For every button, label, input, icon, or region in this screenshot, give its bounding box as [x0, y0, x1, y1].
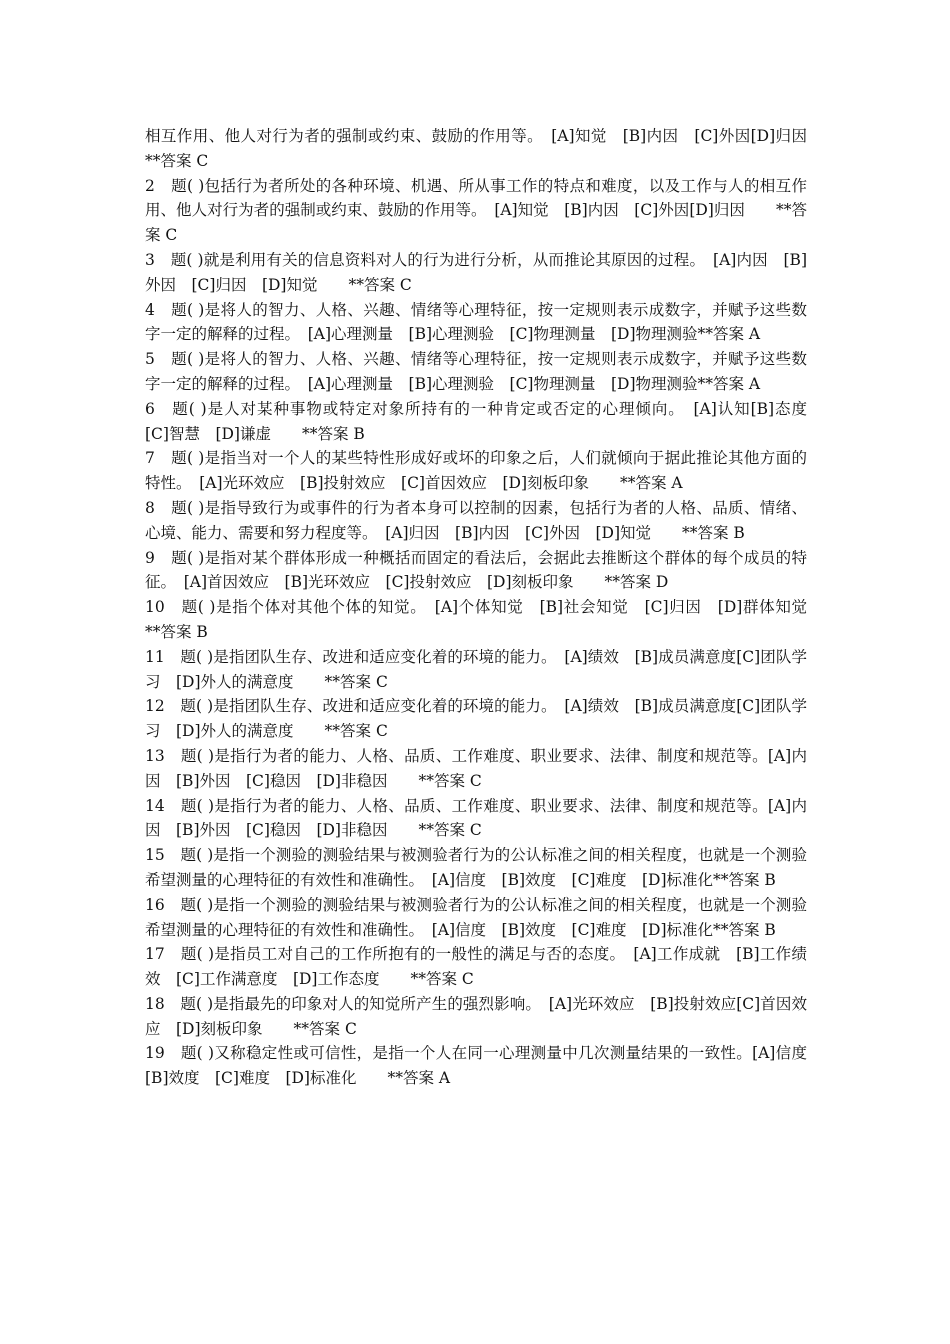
question-paragraph: 10 题( )是指个体对其他个体的知觉。 [A]个体知觉 [B]社会知觉 [C]归因 [D]群体知觉 **答案 B [145, 598, 839, 641]
question-paragraph: 3 题( )就是利用有关的信息资料对人的行为进行分析，从而推论其原因的过程。 [A]内因 [B]外因 [C]归因 [D]知觉 **答案 C [145, 250, 807, 294]
question-paragraph: 14 题( )是指行为者的能力、人格、品质、工作难度、职业要求、法律、制度和规范等。[A]内因 [B]外因 [C]稳因 [D]非稳因 **答案 C [145, 796, 807, 840]
question-paragraph: 15 题( )是指一个测验的测验结果与被测验者行为的公认标准之间的相关程度，也就是一个测验希望测量的心理特征的有效性和准确性。 [A]信度 [B]效度 [C]难度 [D]标准化**答案 B [145, 846, 807, 889]
question-paragraph: 8 题( )是指导致行为或事件的行为者本身可以控制的因素，包括行为者的人格、品质、情绪、心境、能力、需要和努力程度等。 [A]归因 [B]内因 [C]外因 [D]知觉 **答案 B [145, 498, 807, 542]
question-paragraph: 6 题( )是人对某种事物或特定对象所持有的一种肯定或否定的心理倾向。 [A]认知[B]态度 [C]智慧 [D]谦虚 **答案 B [145, 399, 823, 443]
question-paragraph: 13 题( )是指行为者的能力、人格、品质、工作难度、职业要求、法律、制度和规范等。[A]内因 [B]外因 [C]稳因 [D]非稳因 **答案 C [145, 746, 807, 790]
question-paragraph: 11 题( )是指团队生存、改进和适应变化着的环境的能力。 [A]绩效 [B]成员满意度[C]团队学习 [D]外人的满意度 **答案 C [145, 647, 807, 691]
question-paragraph: 19 题( )又称稳定性或可信性，是指一个人在同一心理测量中几次测量结果的一致性。[A]信度 [B]效度 [C]难度 [D]标准化 **答案 A [145, 1044, 823, 1088]
question-paragraph: 2 题( )包括行为者所处的各种环境、机遇、所从事工作的特点和难度，以及工作与人的相互作用、他人对行为者的强制或约束、鼓励的作用等。 [A]知觉 [B]内因 [C]外因[D]归因 **答案 C [145, 176, 807, 245]
document-body [145, 124, 839, 1091]
question-paragraph: 9 题( )是指对某个群体形成一种概括而固定的看法后，会据此去推断这个群体的每个成员的特征。 [A]首因效应 [B]光环效应 [C]投射效应 [D]刻板印象 **答案 D [145, 548, 807, 592]
question-paragraph: 18 题( )是指最先的印象对人的知觉所产生的强烈影响。 [A]光环效应 [B]投射效应[C]首因效应 [D]刻板印象 **答案 C [145, 994, 807, 1038]
question-paragraph: 17 题( )是指员工对自己的工作所抱有的一般性的满足与否的态度。 [A]工作成就 [B]工作绩效 [C]工作满意度 [D]工作态度 **答案 C [145, 945, 807, 989]
question-paragraph: 5 题( )是将人的智力、人格、兴趣、情绪等心理特征，按一定规则表示成数字，并赋予这些数字一定的解释的过程。 [A]心理测量 [B]心理测验 [C]物理测量 [D]物理测验**答案 A [145, 350, 807, 393]
question-paragraph: 12 题( )是指团队生存、改进和适应变化着的环境的能力。 [A]绩效 [B]成员满意度[C]团队学习 [D]外人的满意度 **答案 C [145, 697, 807, 741]
question-paragraph: 4 题( )是将人的智力、人格、兴趣、情绪等心理特征，按一定规则表示成数字，并赋予这些数字一定的解释的过程。 [A]心理测量 [B]心理测验 [C]物理测量 [D]物理测验**答案 A [145, 300, 807, 344]
question-paragraph: 7 题( )是指当对一个人的某些特性形成好或坏的印象之后，人们就倾向于据此推论其他方面的特性。 [A]光环效应 [B]投射效应 [C]首因效应 [D]刻板印象 **答案 A [145, 449, 807, 493]
question-paragraph: 相互作用、他人对行为者的强制或约束、鼓励的作用等。 [A]知觉 [B]内因 [C]外因[D]归因 **答案 C [145, 127, 839, 170]
question-paragraph: 16 题( )是指一个测验的测验结果与被测验者行为的公认标准之间的相关程度，也就是一个测验希望测量的心理特征的有效性和准确性。 [A]信度 [B]效度 [C]难度 [D]标准化**答案 B [145, 895, 807, 939]
